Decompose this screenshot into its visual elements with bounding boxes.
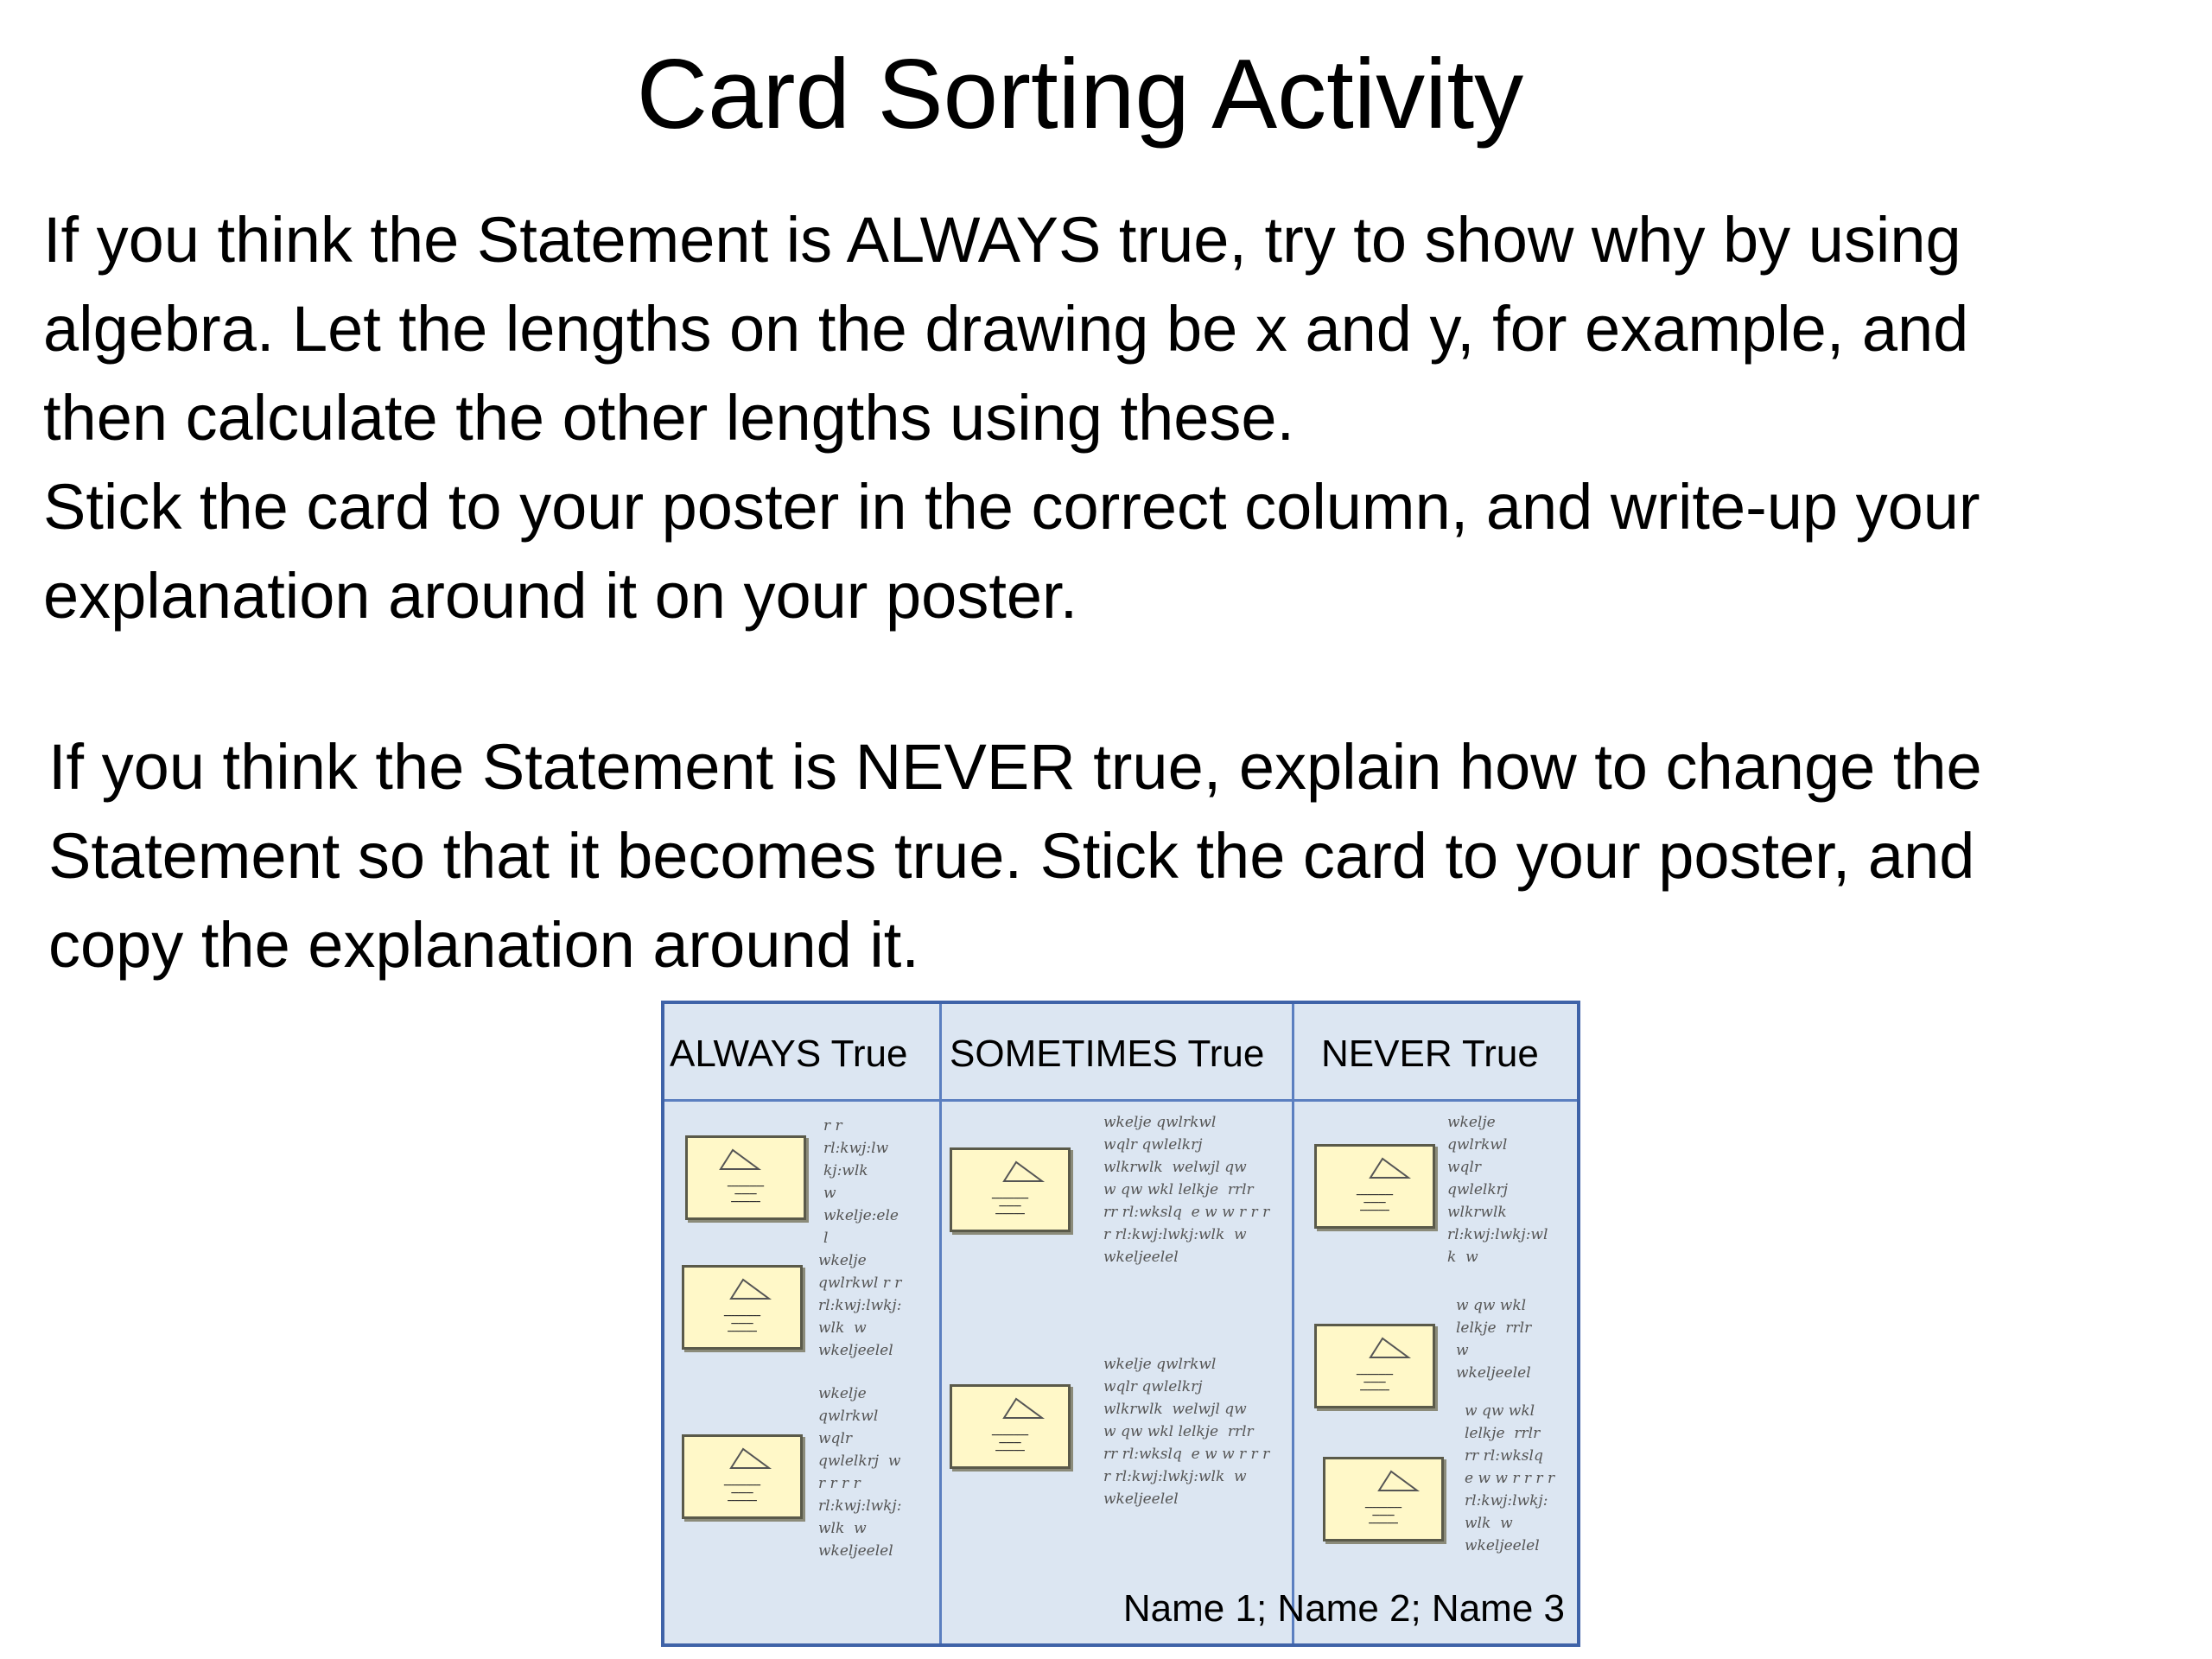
explanation-scribble: w qw wkl lelkje rrlr w wkeljeelel	[1456, 1297, 1532, 1382]
instructions-always	[43, 195, 1980, 640]
statement-card: ━━━━━━━━━━ ━━━━━━ ━━━━━━━━	[685, 1135, 806, 1220]
column-header-always: ALWAYS True	[670, 1033, 908, 1075]
explanation-scribble: wkelje qwlrkwl wqlr qwlelkrj wlkrwlk rl:kwj:lwkj:wl k w	[1447, 1114, 1548, 1266]
text-line: Statement so that it becomes true. Stick the card to your poster, and	[48, 820, 1975, 892]
statement-card: ━━━━━━━━━━ ━━━━━━ ━━━━━━━━	[950, 1384, 1071, 1469]
statement-card: ━━━━━━━━━━ ━━━━━━ ━━━━━━━━	[1314, 1324, 1435, 1408]
text-line: algebra. Let the lengths on the drawing be x and y, for example, and	[43, 293, 1969, 365]
text-line: If you think the Statement is ALWAYS true, try to show why by using	[43, 204, 1961, 276]
column-header-sometimes: SOMETIMES True	[950, 1033, 1265, 1075]
explanation-scribble: wkelje qwlrkwl wqlr qwlelkrj wlkrwlk welwjl qw w qw wkl lelkje rrlr rr rl:wkslq e w w r r r r rl:kwj:lwkj:wlk w wkeljeelel	[1103, 1114, 1270, 1266]
text-line: copy the explanation around it.	[48, 909, 919, 981]
example-poster	[661, 1001, 1580, 1647]
explanation-scribble: r r rl:kwj:lw kj:wlk w wkelje:ele l	[823, 1117, 899, 1247]
explanation-scribble: wkelje qwlrkwl wqlr qwlelkrj wlkrwlk welwjl qw w qw wkl lelkje rrlr rr rl:wkslq e w w r r r r rl:kwj:lwkj:wlk w wkeljeelel	[1103, 1356, 1270, 1508]
text-line: Stick the card to your poster in the correct column, and write-up your	[43, 471, 1980, 543]
explanation-scribble: wkelje qwlrkwl r r rl:kwj:lwkj: wlk w wkeljeelel	[818, 1252, 902, 1359]
statement-card: ━━━━━━━━━━ ━━━━━━ ━━━━━━━━	[682, 1434, 803, 1519]
explanation-scribble: w qw wkl lelkje rrlr rr rl:wkslq e w w r r r r rl:kwj:lwkj: wlk w wkeljeelel	[1465, 1402, 1555, 1554]
statement-card: ━━━━━━━━━━ ━━━━━━ ━━━━━━━━	[950, 1147, 1071, 1232]
explanation-scribble: wkelje qwlrkwl wqlr qwlelkrj w r r r r rl:kwj:lwkj: wlk w wkeljeelel	[818, 1385, 902, 1560]
page-title: Card Sorting Activity	[636, 40, 1524, 149]
text-line: If you think the Statement is NEVER true, explain how to change the	[48, 731, 1982, 803]
text-line: explanation around it on your poster.	[43, 560, 1078, 632]
instructions-never	[48, 722, 1982, 989]
group-names: Name 1; Name 2; Name 3	[1122, 1587, 1565, 1630]
column-header-never: NEVER True	[1321, 1033, 1539, 1075]
statement-card: ━━━━━━━━━━ ━━━━━━ ━━━━━━━━	[1314, 1144, 1435, 1229]
header-divider	[664, 1099, 1577, 1102]
text-line: then calculate the other lengths using these.	[43, 382, 1295, 454]
statement-card: ━━━━━━━━━━ ━━━━━━ ━━━━━━━━	[682, 1265, 803, 1350]
statement-card: ━━━━━━━━━━ ━━━━━━ ━━━━━━━━	[1323, 1457, 1444, 1541]
